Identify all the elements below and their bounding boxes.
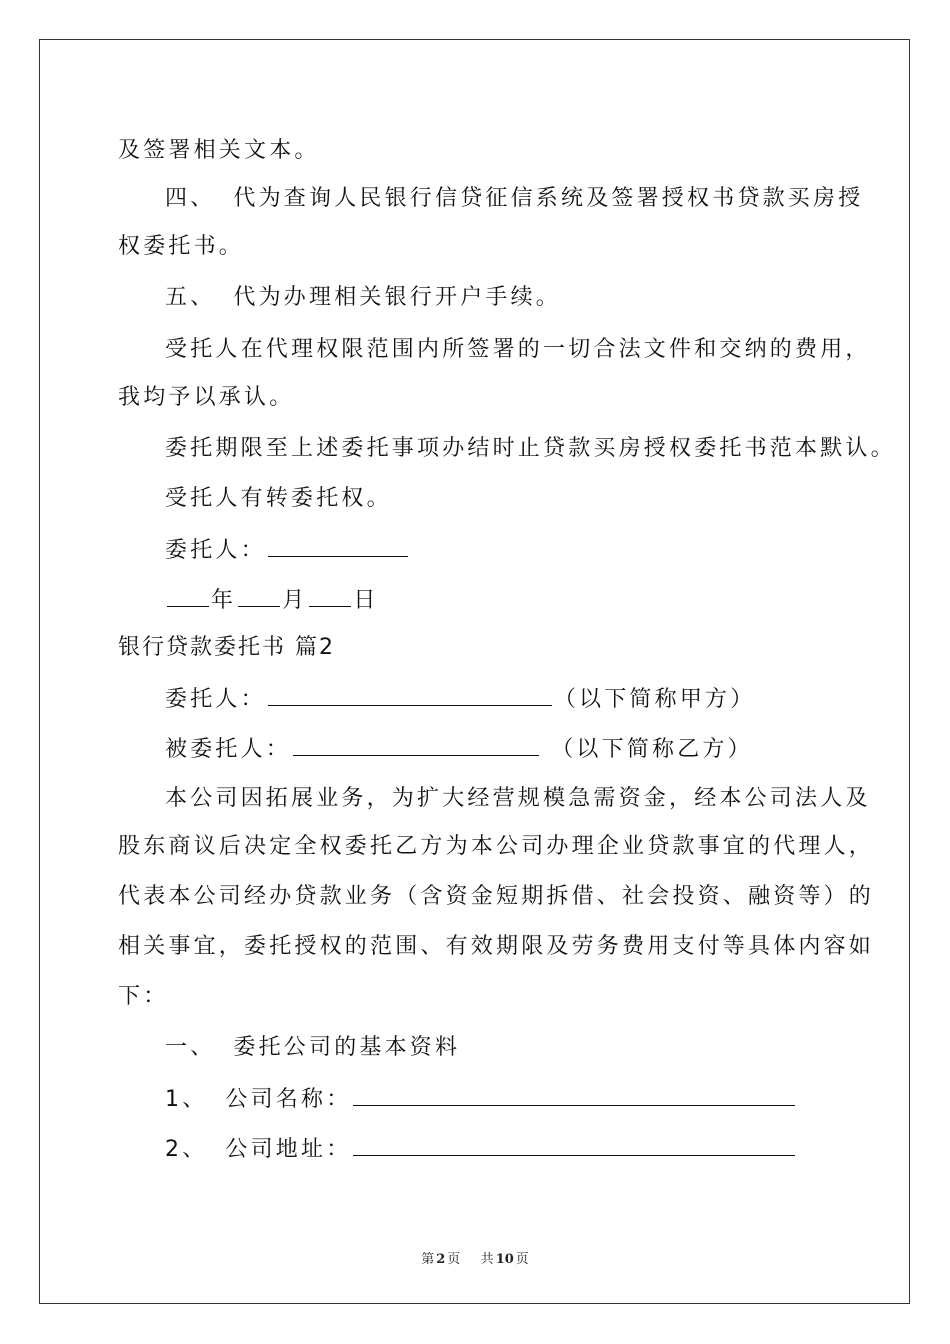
blank-year [167,586,209,607]
agent-line [165,735,753,763]
list-item-five [165,285,561,311]
text-line [118,884,874,910]
text: 及签署相关文本。 [118,138,320,163]
text-line [118,934,874,960]
year-label: 年 [211,588,237,613]
heading-title: 银行贷款委托书 [118,635,287,660]
field-label: 被委托人： [165,737,292,762]
text: 下： [118,984,169,1009]
text: 权委托书。 [118,234,245,259]
list-number: 1、 [165,1087,208,1112]
text: 委托公司的基本资料 [233,1035,461,1060]
blank-month [238,586,280,607]
field-note: （以下简称乙方） [551,737,753,762]
list-number: 四、 [165,186,216,211]
field-label: 委托人： [165,687,266,712]
list-item-one [165,1035,460,1061]
text: 委托期限至上述委托事项办结时止贷款买房授权委托书范本默认。 [165,436,896,461]
text: 代表本公司经办贷款业务（含资金短期拆借、社会投资、融资等）的 [118,884,875,909]
month-label: 月 [282,588,308,613]
text: 相关事宜，委托授权的范围、有效期限及劳务费用支付等具体内容如 [118,934,875,959]
heading-part: 篇2 [295,635,336,660]
blank-field [268,536,408,557]
page-footer [0,1248,950,1267]
page-number: 2 [436,1252,446,1267]
text-line [165,486,392,512]
field-label: 公司地址： [225,1137,352,1162]
blank-field [293,735,539,756]
text-line [118,385,294,411]
company-name-line [165,1085,797,1113]
field-note: （以下简称甲方） [553,687,756,712]
day-label: 日 [353,588,379,613]
list-item-four [165,186,863,212]
section-heading [118,635,335,661]
principal-line [165,685,755,713]
blank-field [353,1135,795,1156]
text-line [118,234,244,260]
text: 本公司因拓展业务，为扩大经营规模急需资金，经本公司法人及 [165,786,871,811]
text-line [165,337,871,363]
text-line [165,436,896,462]
text-line [118,834,874,860]
blank-day [309,586,351,607]
page-border [39,39,910,1304]
text-line [118,984,168,1010]
list-number: 2、 [165,1137,208,1162]
text: 股东商议后决定全权委托乙方为本公司办理企业贷款事宜的代理人， [118,834,875,859]
text: 代为办理相关银行开户手续。 [233,285,562,310]
text-line [165,786,871,812]
total-pages: 共 10 页 [480,1252,529,1267]
total-number: 10 [495,1252,514,1267]
text-line [118,138,320,164]
text: 受托人在代理权限范围内所签署的一切合法文件和交纳的费用， [165,337,871,362]
list-number: 五、 [165,285,216,310]
principal-signature-line [165,536,410,564]
page-indicator: 第 2 页 [421,1252,461,1267]
field-label: 公司名称： [225,1087,352,1112]
field-label: 委托人： [165,538,266,563]
blank-field [353,1085,795,1106]
text: 代为查询人民银行信贷征信系统及签署授权书贷款买房授 [233,186,864,211]
text: 我均予以承认。 [118,385,295,410]
date-line [165,586,379,614]
blank-field [268,685,552,706]
text: 受托人有转委托权。 [165,486,392,511]
company-address-line [165,1135,797,1163]
list-number: 一、 [165,1035,216,1060]
